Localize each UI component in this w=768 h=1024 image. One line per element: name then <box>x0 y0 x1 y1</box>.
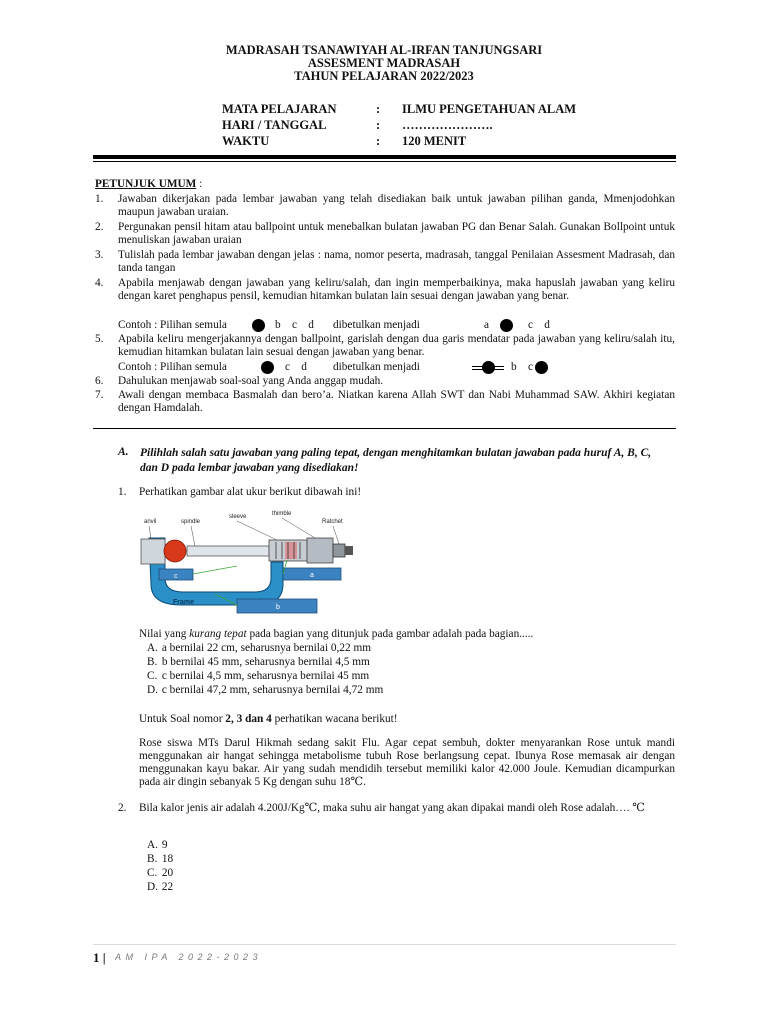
option-text: 20 <box>161 867 174 879</box>
instruction-number: 7. <box>95 389 104 401</box>
meta-label: MATA PELAJARAN <box>222 102 337 116</box>
example-option-a: a <box>484 319 490 331</box>
instruction-number: 2. <box>95 221 104 233</box>
filled-bubble-icon <box>535 361 548 374</box>
option-text: b bernilai 45 mm, seharusnya bernilai 4,5 mm <box>161 656 370 668</box>
anvil-label: anvil <box>144 519 157 525</box>
anvil-shape <box>141 539 165 564</box>
passage-lead <box>139 713 398 726</box>
b-label: b <box>276 604 280 611</box>
instruction-item: Dahulukan menjawab soal-soal yang Anda anggap mudah. <box>118 375 384 387</box>
question-number: 1. <box>118 486 127 498</box>
lead-text: Untuk Soal nomor <box>139 713 226 725</box>
academic-year: TAHUN PELAJARAN 2022/2023 <box>294 69 474 83</box>
section-letter: A. <box>118 446 129 458</box>
example-corrected-label: dibetulkan menjadi <box>333 319 420 331</box>
instruction-number: 1. <box>95 193 104 205</box>
meta-value: ILMU PENGETAHUAN ALAM <box>402 102 577 116</box>
instructions-heading <box>95 178 202 191</box>
answer-option-c <box>147 670 369 684</box>
question-stem: Bila kalor jenis air adalah 4.200J/Kg℃, maka suhu air hangat yang akan dipakai mandi oleh Rose adalah…. ℃ <box>139 802 645 814</box>
c-label: c <box>174 573 178 580</box>
thimble-label: thimble <box>272 511 292 517</box>
exam-title: ASSESMENT MADRASAH <box>307 56 461 70</box>
answer-option-a <box>147 839 167 853</box>
instruction-item: Apabila keliru mengerjakannya dengan ballpoint, garislah dengan dua garis mendatar pada jawaban yang keliru/salah itu, kemudian hitamkan bulatan lain sesuai dengan jawaban yang benar. <box>118 333 675 358</box>
example-options: c d <box>285 361 307 373</box>
meta-value: …………………. <box>402 118 493 132</box>
passage-text: Rose siswa MTs Darul Hikmah sedang sakit Flu. Agar cepat sembuh, dokter menyarankan Rose untuk mandi menggunakan air hangat sehingga metabolisme tubuh Rose berlangsung cepat. Ibunya Rose memasak air dengan menggunakan kayu bakar. Air yang sudah mendidih tersebut memiliki kalor 42.000 Joule. Kemudian dicampurkan pada air dingin sebanyak 5 Kg dengan suhu 18℃. <box>139 737 675 788</box>
meta-label: HARI / TANGGAL <box>222 118 327 132</box>
lead-text: perhatikan wacana berikut! <box>271 713 398 725</box>
option-text: 22 <box>161 881 174 893</box>
strike-line <box>472 369 504 370</box>
instruction-number: 5. <box>95 333 104 345</box>
instructions-colon: : <box>196 178 203 190</box>
instruction-item: Tulislah pada lembar jawaban dengan jelas : nama, nomor peserta, madrasah, tanggal Penilaian Assesment Madrasah, dan tanda tangan <box>118 249 675 274</box>
filled-bubble-icon <box>500 319 513 332</box>
instruction-item: Jawaban dikerjakan pada lembar jawaban yang telah disediakan baik untuk jawaban pilihan ganda, Mmenjodohkan maupun jawaban uraian. <box>118 193 675 218</box>
example-options: b c <box>511 361 533 373</box>
footer-label: AM IPA 2022-2023 <box>115 952 263 962</box>
thimble-shape <box>307 538 333 563</box>
example-strike <box>118 361 678 375</box>
instruction-number: 4. <box>95 277 104 289</box>
meta-sep: : <box>376 118 381 132</box>
section-divider <box>93 428 676 429</box>
struck-bubble-icon <box>482 361 495 374</box>
footer-rule <box>93 944 676 945</box>
option-letter: B. <box>147 656 158 668</box>
filled-bubble-icon <box>261 361 274 374</box>
micrometer-figure <box>137 508 363 615</box>
question-intro: Perhatikan gambar alat ukur berikut dibawah ini! <box>139 486 362 498</box>
page-number: 1 | <box>93 950 106 965</box>
answer-option-d <box>147 881 173 895</box>
answer-option-c <box>147 867 173 881</box>
frame-label: Frame <box>173 599 195 606</box>
instruction-number: 3. <box>95 249 104 261</box>
option-text: c bernilai 47,2 mm, seharusnya bernilai 4,72 mm <box>161 684 384 696</box>
ratchet-knob <box>345 546 353 555</box>
option-letter: C. <box>147 867 158 879</box>
option-text: 18 <box>161 853 174 865</box>
ratchet-shape <box>333 544 345 557</box>
header-rule-thin <box>93 161 676 162</box>
option-letter: D. <box>147 881 158 893</box>
instructions-title: PETUNJUK UMUM <box>95 178 197 190</box>
spindle-shape <box>187 546 269 556</box>
a-label: a <box>310 572 314 579</box>
meta-sep: : <box>376 102 381 116</box>
school-name: MADRASAH TSANAWIYAH AL-IRFAN TANJUNGSARI <box>225 43 543 57</box>
spindle-label: spindle <box>181 519 201 525</box>
example-options: b c d <box>275 319 314 331</box>
option-letter: B. <box>147 853 158 865</box>
filled-bubble-icon <box>252 319 265 332</box>
stem-emphasis: kurang tepat <box>189 628 247 640</box>
answer-option-b <box>147 656 370 670</box>
scale-highlight <box>285 542 297 559</box>
meta-sep: : <box>376 134 381 148</box>
option-text: a bernilai 22 cm, seharusnya bernilai 0,22 mm <box>161 642 372 654</box>
lead-bold: 2, 3 dan 4 <box>225 713 272 725</box>
option-letter: D. <box>147 684 158 696</box>
answer-option-a <box>147 642 371 656</box>
sleeve-label: sleeve <box>229 514 247 520</box>
instruction-number: 6. <box>95 375 104 387</box>
option-letter: A. <box>147 642 158 654</box>
option-text: c bernilai 4,5 mm, seharusnya bernilai 45 mm <box>161 670 370 682</box>
meta-label: WAKTU <box>222 134 270 148</box>
ratchet-label: Ratchet <box>322 519 343 525</box>
instruction-item: Awali dengan membaca Basmalah dan bero’a. Niatkan karena Allah SWT dan Nabi Muhammad SAW. Akhiri kegiatan dengan Hamdalah. <box>118 389 675 414</box>
strike-line <box>472 366 504 367</box>
section-instruction: Pilihlah salah satu jawaban yang paling tepat, dengan menghitamkan bulatan jawaban pada huruf A, B, C, dan D pada lembar jawaban yang disediakan! <box>140 447 652 474</box>
header-rule-thick <box>93 155 676 159</box>
answer-option-d <box>147 684 383 698</box>
answer-option-b <box>147 853 173 867</box>
option-letter: C. <box>147 670 158 682</box>
stem-text: pada bagian yang ditunjuk pada gambar adalah pada bagian..... <box>246 628 534 640</box>
stem-text: Nilai yang <box>139 628 190 640</box>
example-prefix: Contoh : Pilihan semula <box>118 319 227 331</box>
meta-value: 120 MENIT <box>402 134 467 148</box>
option-letter: A. <box>147 839 158 851</box>
example-corrected-label: dibetulkan menjadi <box>333 361 420 373</box>
option-text: 9 <box>161 839 168 851</box>
example-erase <box>118 319 678 333</box>
example-options: c d <box>528 319 550 331</box>
measured-ball <box>164 540 186 562</box>
instruction-item: Apabila menjawab dengan jawaban yang keliru/salah, dan ingin memperbaikinya, maka hapuslah jawaban yang keliru dengan karet penghapus pensil, kemudian hitamkan bulatan lain sesuai dengan jawaban yang benar. <box>118 277 675 302</box>
question-number: 2. <box>118 802 127 814</box>
instruction-item: Pergunakan pensil hitam atau ballpoint untuk menebalkan bulatan jawaban PG dan Benar Salah. Gunakan Bollpoint untuk menuliskan jawaban uraian <box>118 221 675 246</box>
example-prefix: Contoh : Pilihan semula <box>118 361 227 373</box>
question-stem <box>139 628 533 641</box>
